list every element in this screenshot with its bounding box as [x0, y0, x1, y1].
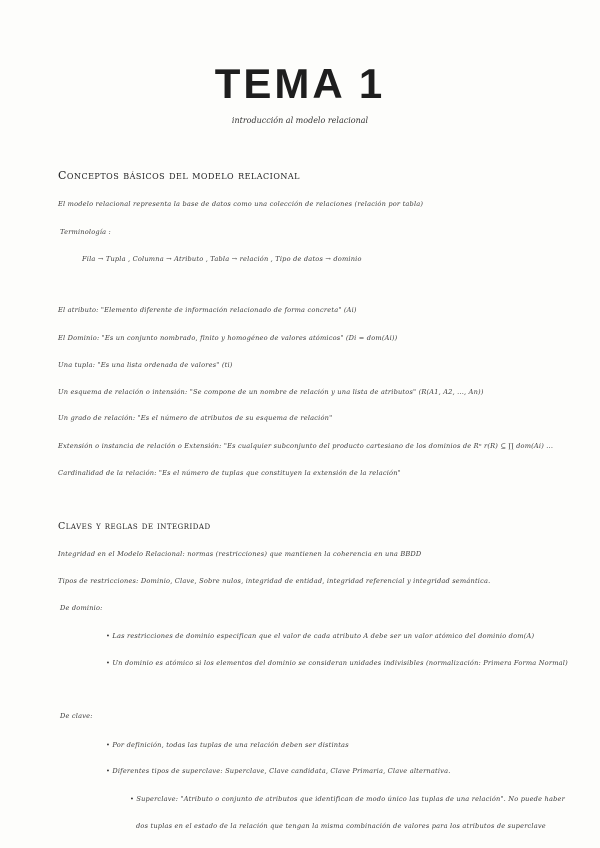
concept-atributo: El atributo: "Elemento diferente de información relacionado de forma concreta" (Ai)	[58, 306, 357, 314]
concept-extension: Extensión o instancia de relación o Extensión: "Es cualquier subconjunto del producto cartesiano de los dominios de Rⁿ r(R) ⊆ ∏ dom(Ai) ...	[58, 442, 554, 450]
clave-bullet-1: • Por definición, todas las tuplas de una relación deben ser distintas	[106, 741, 349, 749]
dominio-bullet-2: • Un dominio es atómico si los elementos del dominio se consideran unidades indivisibles (normalización: Primera Forma Normal)	[106, 659, 568, 667]
tipos-restricciones-line: Tipos de restricciones: Dominio, Clave, Sobre nulos, integridad de entidad, integridad referencial y integridad semántica.	[58, 577, 491, 585]
concept-esquema: Un esquema de relación o intensión: "Se compone de un nombre de relación y una lista de atributos" (R(A1, A2, ..., An))	[58, 388, 484, 396]
intro-line: El modelo relacional representa la base de datos como una colección de relaciones (relación por tabla)	[58, 200, 424, 208]
concept-grado: Un grado de relación: "Es el número de atributos de su esquema de relación"	[58, 414, 333, 422]
dominio-bullet-1: • Las restricciones de dominio especifican que el valor de cada atributo A debe ser un valor atómico del dominio dom(A)	[106, 632, 535, 640]
concept-cardinalidad: Cardinalidad de la relación: "Es el número de tuplas que constituyen la extensión de la relación"	[58, 469, 401, 477]
clave-bullet-2: • Diferentes tipos de superclave: Superclave, Clave candidata, Clave Primaria, Clave alternativa.	[106, 767, 451, 775]
dominio-label: De dominio:	[60, 604, 103, 612]
clave-bullet-3-continued: dos tuplas en el estado de la relación que tengan la misma combinación de valores para los atributos de superclave	[136, 822, 546, 830]
concept-tupla: Una tupla: "Es una lista ordenada de valores" (ti)	[58, 361, 233, 369]
concept-dominio: El Dominio: "Es un conjunto nombrado, finito y homogéneo de valores atómicos" (Di = dom(Ai))	[58, 334, 398, 342]
page-subtitle: introducción al modelo relacional	[231, 116, 369, 125]
integridad-line: Integridad en el Modelo Relacional: normas (restricciones) que mantienen la coherencia en una BBDD	[58, 550, 422, 558]
clave-bullet-3: • Superclave: "Atributo o conjunto de atributos que identifican de modo único las tuplas de una relación". No puede haber	[130, 795, 565, 803]
page-title: TEMA 1	[214, 60, 386, 107]
section-heading-conceptos: Conceptos básicos del modelo relacional	[58, 169, 300, 182]
terminology-label: Terminología :	[60, 228, 111, 236]
clave-label: De clave:	[60, 712, 93, 720]
section-heading-claves: Claves y reglas de integridad	[58, 521, 211, 532]
terminology-line: Fila → Tupla , Columna → Atributo , Tabla → relación , Tipo de datos → dominio	[82, 255, 362, 263]
